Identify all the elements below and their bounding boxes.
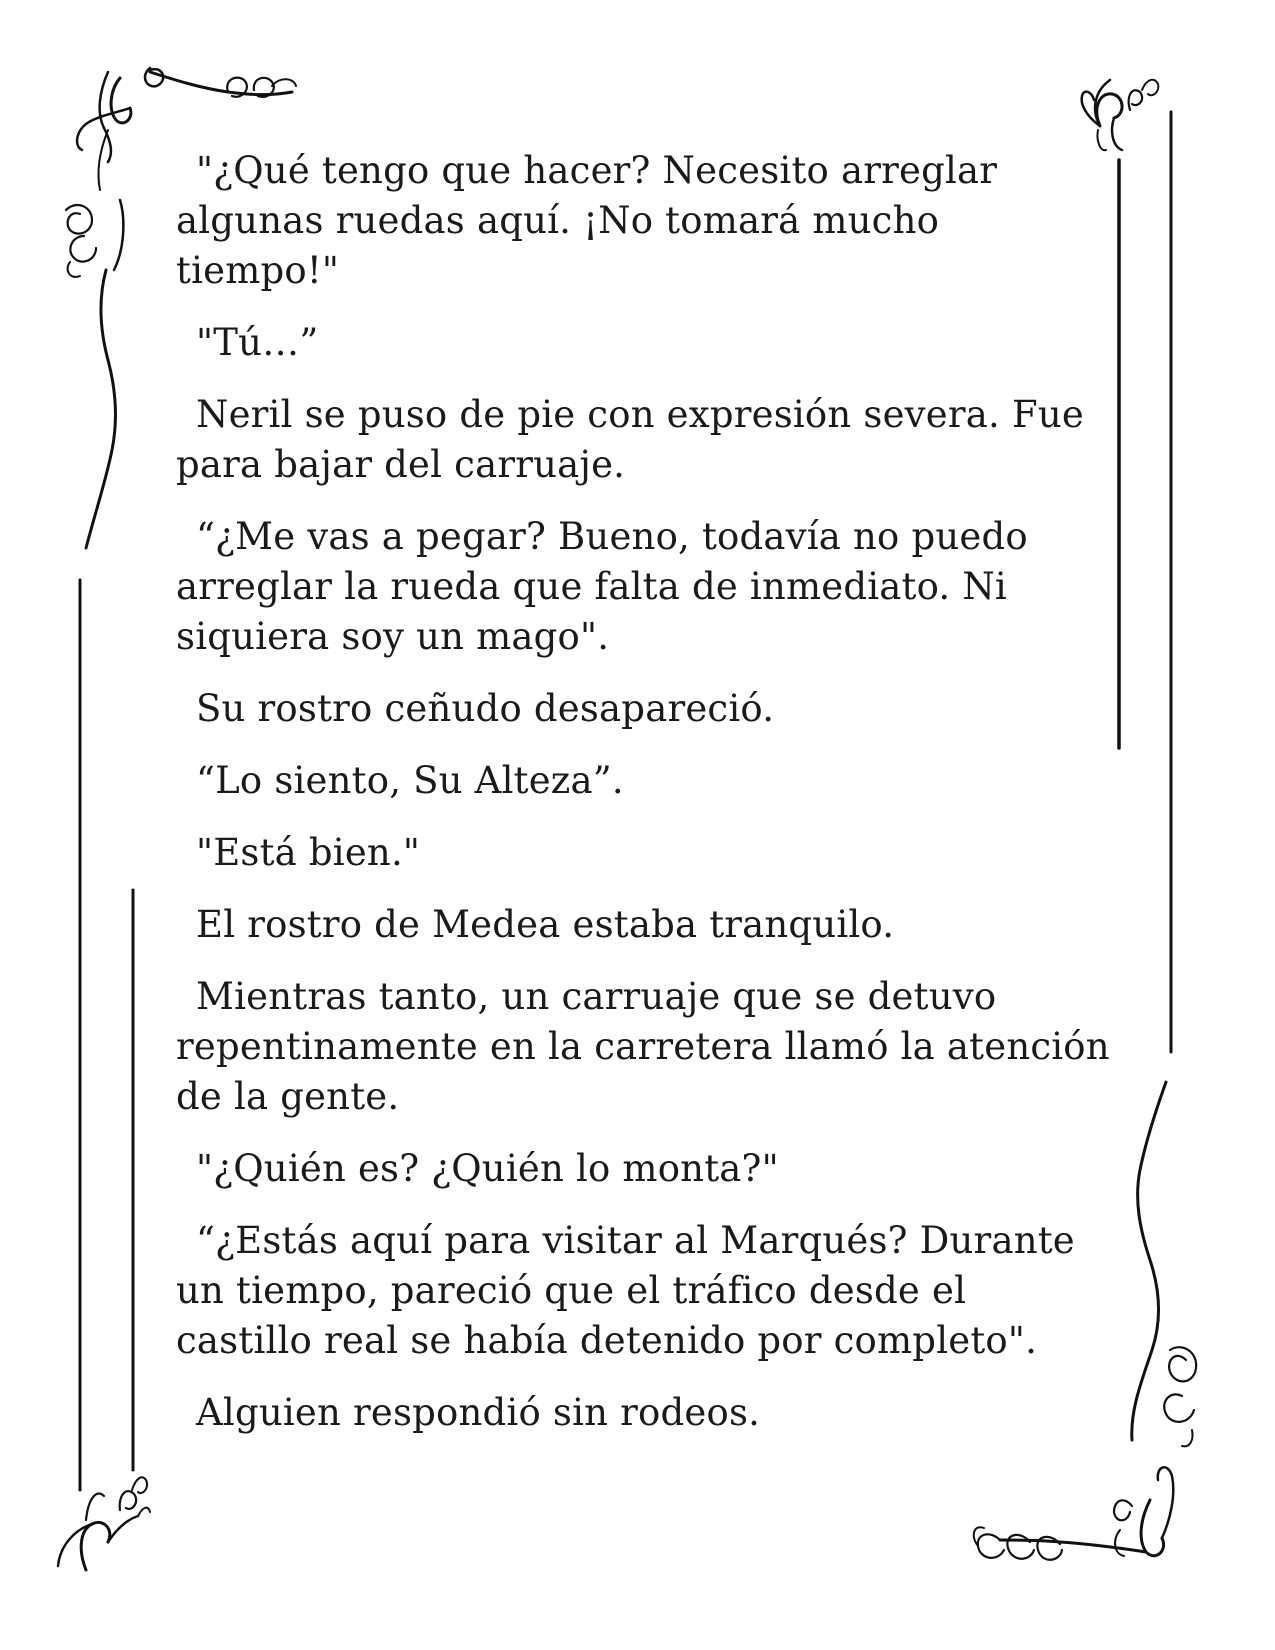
paragraph-6: “Lo siento, Su Alteza”. — [196, 759, 624, 802]
top-right-flourish — [1082, 80, 1159, 150]
paragraph-2: "Tú…” — [196, 321, 319, 364]
paragraph-3: Neril se puso de pie con expresión severa. Fue para bajar del carruaje. — [176, 393, 1084, 486]
paragraph-7: "Está bien." — [196, 831, 421, 874]
paragraph-11: “¿Estás aquí para visitar al Marqués? Durante un tiempo, pareció que el tráfico desde el castillo real se había detenido por completo". — [176, 1219, 1075, 1362]
paragraph-8: El rostro de Medea estaba tranquilo. — [196, 903, 895, 946]
bottom-left-flourish — [58, 1477, 150, 1570]
story-text — [176, 146, 1111, 1460]
paragraph-4: “¿Me vas a pegar? Bueno, todavía no puedo arreglar la rueda que falta de inmediato. Ni siquiera soy un mago". — [176, 515, 1028, 658]
paragraph-12: Alguien respondió sin rodeos. — [196, 1391, 761, 1434]
paragraph-1: "¿Qué tengo que hacer? Necesito arreglar algunas ruedas aquí. ¡No tomará mucho tiempo!" — [176, 149, 998, 292]
paragraph-10: "¿Quién es? ¿Quién lo monta?" — [196, 1147, 779, 1190]
paragraph-5: Su rostro ceñudo desapareció. — [196, 687, 775, 730]
paragraph-9: Mientras tanto, un carruaje que se detuvo repentinamente en la carretera llamó la atención de la gente. — [176, 975, 1110, 1118]
